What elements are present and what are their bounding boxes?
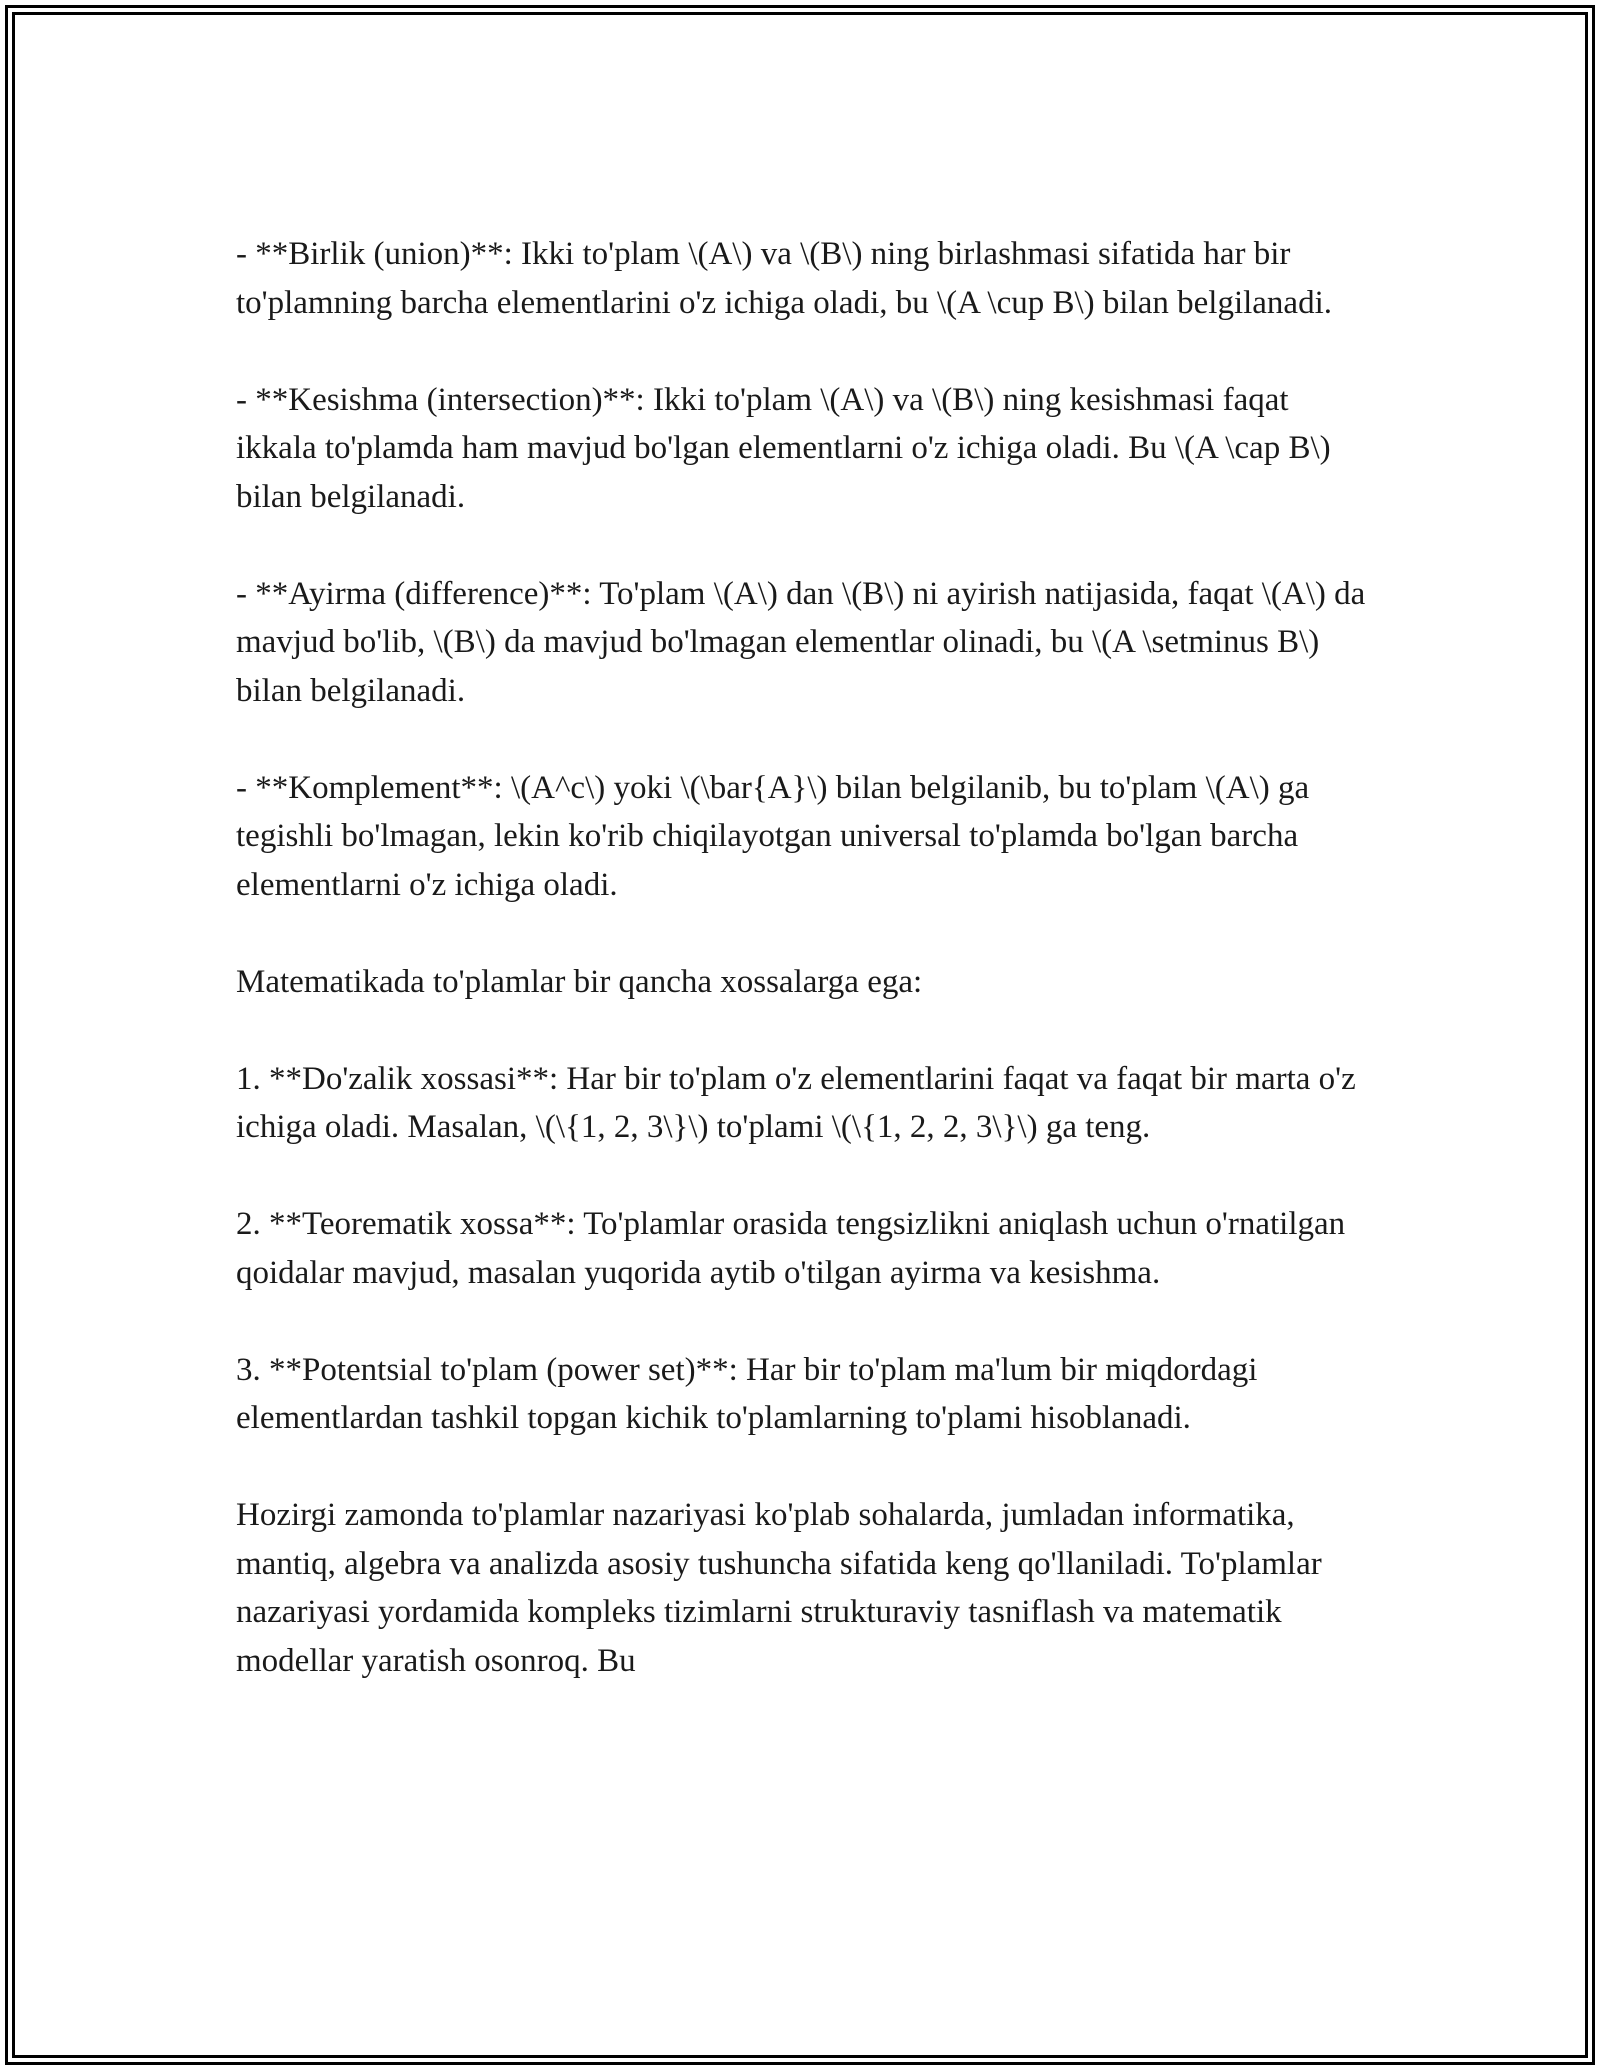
paragraph-applications: Hozirgi zamonda to'plamlar nazariyasi ko'plab sohalarda, jumladan informatika, mantiq, algebra va analizda asosiy tushuncha sifatida keng qo'llaniladi. To'plamlar nazariyasi yordamida kompleks tizimlarni strukturaviy tasniflash va matematik modellar yaratish osonroq. Bu bbox=[236, 1497, 1322, 1679]
paragraph-difference: - **Ayirma (difference)**: To'plam \(A\) dan \(B\) ni ayirish natijasida, faqat \(A\) da mavjud bo'lib, \(B\) da mavjud bo'lmagan elementlar olinadi, bu \(A \setminus B\) bilan belgilanadi. bbox=[236, 575, 1366, 709]
paragraph-property-1: 1. **Do'zalik xossasi**: Har bir to'plam o'z elementlarini faqat va faqat bir marta o'z ichiga oladi. Masalan, \(\{1, 2, 3\}\) to'plami \(\{1, 2, 2, 3\}\) ga teng. bbox=[236, 1060, 1356, 1145]
paragraph-complement: - **Komplement**: \(A^c\) yoki \(\bar{A}\) bilan belgilanib, bu to'plam \(A\) ga tegishli bo'lmagan, lekin ko'rib chiqilayotgan universal to'plamda bo'lgan barcha elementlarni o'z ichiga oladi. bbox=[236, 769, 1310, 903]
paragraph-property-3: 3. **Potentsial to'plam (power set)**: Har bir to'plam ma'lum bir miqdordagi elementlardan tashkil topgan kichik to'plamlarning to'plami hisoblanadi. bbox=[236, 1351, 1258, 1436]
paragraph-union: - **Birlik (union)**: Ikki to'plam \(A\) va \(B\) ning birlashmasi sifatida har bir to'plamning barcha elementlarini o'z ichiga oladi, bu \(A \cup B\) bilan belgilanadi. bbox=[236, 236, 1332, 321]
paragraph-property-2: 2. **Teorematik xossa**: To'plamlar orasida tengsizlikni aniqlash uchun o'rnatilgan qoidalar mavjud, masalan yuqorida aytib o'tilgan ayirma va kesishma. bbox=[236, 1206, 1346, 1291]
document-body bbox=[236, 230, 1376, 1685]
paragraph-intersection: - **Kesishma (intersection)**: Ikki to'plam \(A\) va \(B\) ning kesishmasi faqat ikkala to'plamda ham mavjud bo'lgan elementlarni o'z ichiga oladi. Bu \(A \cap B\) bilan belgilanadi. bbox=[236, 381, 1331, 515]
paragraph-properties-intro: Matematikada to'plamlar bir qancha xossalarga ega: bbox=[236, 963, 923, 1000]
